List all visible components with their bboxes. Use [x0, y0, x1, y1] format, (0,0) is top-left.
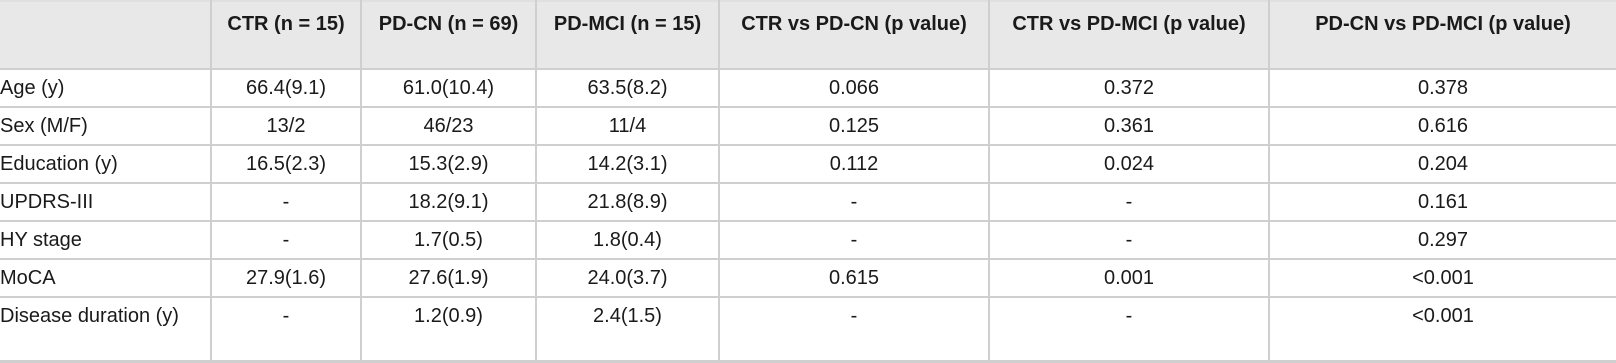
- row-label: MoCA: [0, 259, 211, 297]
- table-cell: <0.001: [1269, 297, 1616, 362]
- row-label: UPDRS-III: [0, 183, 211, 221]
- table-body: [0, 69, 1616, 362]
- table-cell: 61.0(10.4): [361, 69, 536, 107]
- table-cell: 0.372: [989, 69, 1269, 107]
- table-cell: 27.6(1.9): [361, 259, 536, 297]
- table-cell: -: [719, 183, 989, 221]
- row-label: HY stage: [0, 221, 211, 259]
- row-label: Disease duration (y): [0, 297, 211, 362]
- table-cell: 0.066: [719, 69, 989, 107]
- row-label: Sex (M/F): [0, 107, 211, 145]
- table-cell: 0.112: [719, 145, 989, 183]
- table-row-hy-stage: [0, 221, 1616, 259]
- header-ctr-vs-pd-cn: CTR vs PD-CN (p value): [719, 1, 989, 69]
- header-pd-mci: PD-MCI (n = 15): [536, 1, 719, 69]
- table-cell: 0.024: [989, 145, 1269, 183]
- header-row: [0, 1, 1616, 69]
- table-cell: 18.2(9.1): [361, 183, 536, 221]
- table-cell: 2.4(1.5): [536, 297, 719, 362]
- table-row-updrs: [0, 183, 1616, 221]
- header-corner-cell: [0, 1, 211, 69]
- table-row-disease-duration: [0, 297, 1616, 362]
- table-cell: 0.361: [989, 107, 1269, 145]
- table-cell: 1.8(0.4): [536, 221, 719, 259]
- table-cell: 21.8(8.9): [536, 183, 719, 221]
- table-cell: -: [719, 221, 989, 259]
- header-pd-cn-vs-pd-mci: PD-CN vs PD-MCI (p value): [1269, 1, 1616, 69]
- table-row-education: [0, 145, 1616, 183]
- row-label: Education (y): [0, 145, 211, 183]
- table-cell: 13/2: [211, 107, 361, 145]
- row-label: Age (y): [0, 69, 211, 107]
- table-cell: 15.3(2.9): [361, 145, 536, 183]
- table-cell: 46/23: [361, 107, 536, 145]
- table-cell: -: [719, 297, 989, 362]
- header-pd-cn: PD-CN (n = 69): [361, 1, 536, 69]
- table-cell: -: [211, 297, 361, 362]
- table-row-age: [0, 69, 1616, 107]
- table-header: [0, 1, 1616, 69]
- table-cell: <0.001: [1269, 259, 1616, 297]
- table-cell: 0.378: [1269, 69, 1616, 107]
- table-cell: 27.9(1.6): [211, 259, 361, 297]
- table-row-sex: [0, 107, 1616, 145]
- table-cell: 1.2(0.9): [361, 297, 536, 362]
- table-cell: 0.001: [989, 259, 1269, 297]
- table-cell: 0.616: [1269, 107, 1616, 145]
- table-cell: -: [211, 221, 361, 259]
- table-cell: -: [989, 183, 1269, 221]
- table-cell: 0.297: [1269, 221, 1616, 259]
- header-ctr: CTR (n = 15): [211, 1, 361, 69]
- table-row-moca: [0, 259, 1616, 297]
- table-cell: 14.2(3.1): [536, 145, 719, 183]
- table-cell: -: [989, 297, 1269, 362]
- table-cell: 16.5(2.3): [211, 145, 361, 183]
- table-cell: 0.615: [719, 259, 989, 297]
- table-cell: 24.0(3.7): [536, 259, 719, 297]
- table-cell: -: [211, 183, 361, 221]
- table-cell: -: [989, 221, 1269, 259]
- header-ctr-vs-pd-mci: CTR vs PD-MCI (p value): [989, 1, 1269, 69]
- table-cell: 0.161: [1269, 183, 1616, 221]
- table-cell: 1.7(0.5): [361, 221, 536, 259]
- table-cell: 63.5(8.2): [536, 69, 719, 107]
- table-cell: 11/4: [536, 107, 719, 145]
- table-cell: 66.4(9.1): [211, 69, 361, 107]
- table-cell: 0.125: [719, 107, 989, 145]
- table-cell: 0.204: [1269, 145, 1616, 183]
